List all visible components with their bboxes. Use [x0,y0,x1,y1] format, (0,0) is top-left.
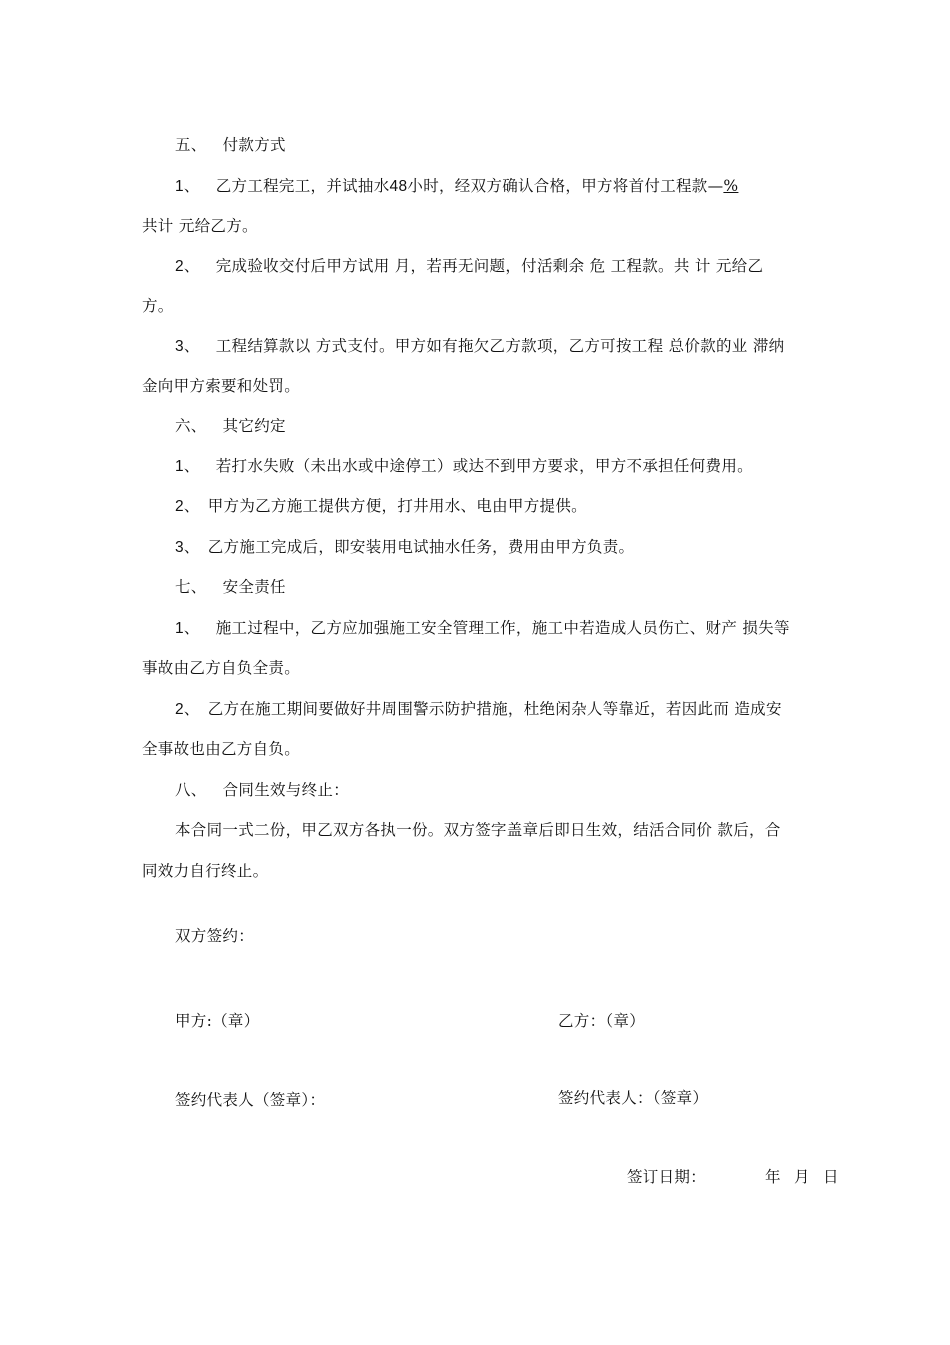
section-number: 六、 [175,417,207,435]
section-title: 其它约定 [222,417,286,435]
clause-number: 2、 [175,258,200,275]
section-title: 安全责任 [222,578,286,596]
section-heading-safety [175,577,865,597]
clause-number: 2、 [175,498,200,515]
other-clause-2 [175,496,865,517]
clause-text: 完成验收交付后甲方试用 月，若再无问题，付活剩余 危 工程款。共 计 元给乙 [215,257,764,275]
payment-clause-1-line-2: 共计 元给乙方。 [142,217,258,235]
payment-clause-3 [175,336,865,357]
clause-text: 若打水失败（未出水或中途停工）或达不到甲方要求，甲方不承担任何费用。 [215,457,753,475]
effect-clause: 本合同一式二份，甲乙双方各执一份。双方签字盖章后即日生效，结活合同价 款后，合 [175,821,781,839]
clause-text: 施工过程中，乙方应加强施工安全管理工作，施工中若造成人员伤亡、财产 损失等 [215,619,790,637]
party-a-seal-label: 甲方:（章） [175,1012,260,1030]
other-clause-3 [175,537,865,558]
section-title: 付款方式 [222,136,286,154]
clause-text-continued: 小时，经双方确认合格，甲方将首付工程款— [407,177,724,195]
payment-clause-2 [175,256,865,277]
effect-clause-line-2: 同效力自行终止。 [142,862,269,880]
clause-number: 1、 [175,620,200,637]
party-b-seal-label: 乙方：（章） [558,1012,646,1030]
other-clause-1 [175,456,865,477]
safety-clause-1-line-2: 事故由乙方自负全责。 [142,659,301,677]
section-number: 七、 [175,578,207,596]
party-b-representative-label: 签约代表人：（签章） [558,1089,709,1107]
clause-number: 3、 [175,338,200,355]
clause-text: 乙方施工完成后，即安装用电试抽水任务，费用由甲方负责。 [207,538,635,556]
clause-number: 1、 [175,458,200,475]
clause-text: 工程结算款以 方式支付。甲方如有拖欠乙方款项，乙方可按工程 总价款的业 滞纳 [215,337,785,355]
percent-blank: % [723,177,739,195]
section-heading-payment [175,135,865,155]
section-heading-other-agreements [175,416,865,436]
clause-number: 3、 [175,539,200,556]
test-hours: 48 [389,178,408,195]
safety-clause-1 [175,618,865,639]
section-number: 八、 [175,781,207,799]
clause-number: 2、 [175,701,200,718]
payment-clause-1 [175,176,865,197]
section-title: 合同生效与终止： [222,781,350,799]
clause-text: 乙方在施工期间要做好井周围警示防护措施，杜绝闲杂人等靠近，若因此而 造成安 [207,700,782,718]
signing-date-label: 签订日期： [627,1168,707,1186]
clause-number: 1、 [175,178,200,195]
party-a-representative-label: 签约代表人（签章）： [175,1091,326,1109]
section-heading-effect-termination [175,780,865,800]
clause-text: 甲方为乙方施工提供方便，打井用水、电由甲方提供。 [207,497,587,515]
safety-clause-2 [175,699,865,720]
clause-text: 乙方工程完工，并试抽水 [215,177,390,195]
signatures-heading: 双方签约： [175,927,255,945]
section-number: 五、 [175,136,207,154]
signing-date-fields: 年 月 日 [765,1168,839,1186]
safety-clause-2-line-2: 全事故也由乙方自负。 [142,740,301,758]
payment-clause-3-line-2: 金向甲方索要和处罚。 [142,377,301,395]
payment-clause-2-line-2: 方。 [142,297,174,315]
